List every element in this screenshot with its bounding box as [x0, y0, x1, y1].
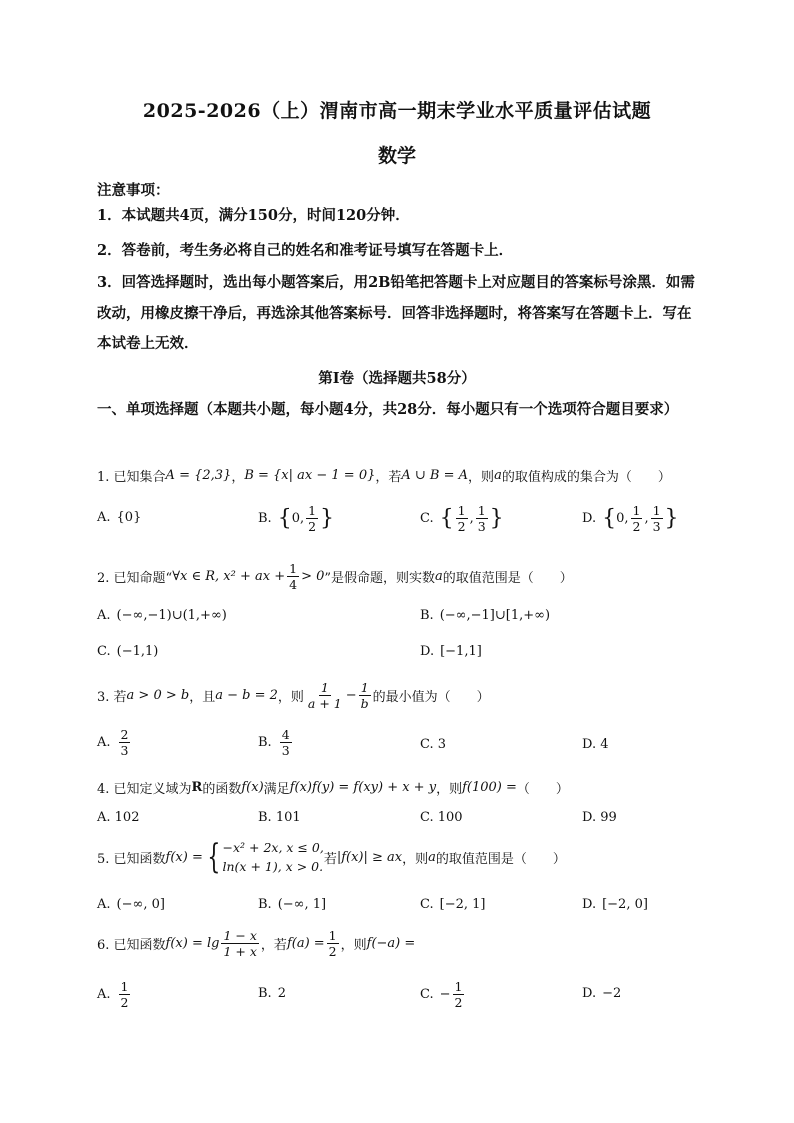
q1-set-a: A = {2,3} [165, 468, 232, 483]
q2-tail: ”是假命题，则实数 [324, 571, 436, 586]
note-2: 2．答卷前，考生务必将自己的姓名和准考证号填写在答题卡上． [97, 242, 514, 259]
q4-function: f(x) [241, 780, 264, 795]
fraction: $\frac{1}{3}$ [652, 503, 661, 534]
fraction: $\frac{1}{a + 1}$ [307, 680, 342, 711]
option-value: 0, [616, 511, 629, 526]
q6-option-b[interactable] [258, 986, 286, 1001]
case-2: ln(x + 1), x > 0. [222, 859, 324, 874]
q5-option-b[interactable] [258, 897, 326, 912]
q1-condition: A ∪ B = A [401, 468, 469, 483]
minus-sign: − [439, 987, 451, 1002]
option-value: [−1,1] [440, 644, 482, 659]
question-2 [97, 561, 573, 592]
q1-option-c[interactable]: C. { $\frac{1}{2}$ , $\frac{1}{3}$ } [420, 503, 504, 534]
q5-option-a[interactable] [97, 897, 165, 912]
q4-tail: （ ） [516, 782, 569, 797]
exam-title: 2025-2026（上）渭南市高一期末学业水平质量评估试题 [142, 100, 652, 122]
q5-option-d[interactable] [582, 897, 648, 912]
section-title: 第Ⅰ卷（选择题共58分） [318, 370, 476, 387]
q4-mid3: ，则 [436, 782, 463, 797]
notes-heading: 注意事项： [97, 182, 170, 199]
q2-option-a[interactable] [97, 608, 227, 623]
option-value: (−∞,−1]∪[1,+∞) [439, 608, 551, 623]
option-value: (−∞, 0] [116, 897, 165, 912]
option-label: A. [97, 897, 111, 912]
q2-option-c[interactable] [97, 644, 158, 659]
q1-mid: ，若 [375, 470, 402, 485]
option-value: 0, [291, 511, 305, 526]
question-3 [97, 680, 490, 711]
right-brace: } [489, 505, 504, 531]
question-5 [97, 838, 566, 876]
q2-stem-start: 2. 已知命题“ [97, 571, 173, 586]
option-value: {0} [116, 510, 142, 525]
q5-option-c[interactable] [420, 897, 485, 912]
case-1: −x² + 2x, x ≤ 0, [222, 840, 324, 855]
fraction: $\frac{1}{3}$ [477, 503, 486, 534]
fraction: $\frac{1}{2}$ [328, 928, 337, 959]
q2-option-d[interactable] [420, 644, 482, 659]
q6-option-d[interactable] [582, 986, 621, 1001]
q6-stem-start: 6. 已知函数 [97, 938, 166, 953]
q4-equation: f(x)f(y) = f(xy) + x + y [289, 780, 437, 795]
fraction: $\frac{1}{b}$ [360, 680, 369, 711]
q1-tail1: ，则 [468, 470, 495, 485]
piecewise-brace: { [207, 837, 221, 877]
option-label: D. [582, 897, 597, 912]
right-brace: } [320, 505, 335, 531]
option-value: [−2, 0] [602, 897, 648, 912]
q6-fa: f(a) = [286, 936, 325, 951]
piecewise-cases [223, 838, 324, 876]
option-label: D. [582, 986, 597, 1001]
q3-option-d[interactable]: D. 4 [582, 737, 609, 752]
left-brace: { [602, 505, 617, 531]
q6-option-c[interactable] [420, 979, 466, 1010]
q1-var: a [494, 468, 502, 483]
q4-reals: R [191, 780, 203, 795]
q3-cond1: a > 0 > b [126, 688, 190, 703]
q5-stem-start: 5. 已知函数 [97, 851, 166, 867]
right-brace: } [664, 505, 679, 531]
q1-option-b[interactable] [258, 503, 334, 534]
q3-cond2: a − b = 2 [215, 688, 278, 703]
q3-stem-start: 3. 若 [97, 690, 127, 705]
option-label: C. [420, 987, 434, 1002]
option-label: D. [582, 511, 597, 526]
fraction: $\frac{2}{3}$ [120, 727, 129, 758]
q3-mid: ，且 [189, 690, 216, 705]
part-one-title: 一、单项选择题（本题共小题，每小题4分，共28分．每小题只有一个选项符合题目要求） [97, 401, 679, 418]
q1-tail2: 的取值构成的集合为（ ） [501, 470, 671, 485]
q6-mid: ，若 [260, 938, 287, 953]
q2-tail2: 的取值范围是（ ） [442, 571, 573, 586]
q1-option-a[interactable] [97, 510, 141, 525]
option-label: A. [97, 735, 111, 750]
q5-mid: 若 [323, 851, 337, 867]
q6-option-a[interactable] [97, 979, 132, 1010]
q1-option-d[interactable]: D. { 0, $\frac{1}{2}$ , $\frac{1}{3}$ } [582, 503, 679, 534]
q6-mid2: ，则 [340, 938, 367, 953]
q6-ask: f(−a) = [366, 936, 416, 951]
option-label: A. [97, 987, 111, 1002]
fraction: $\frac{1}{2}$ [120, 979, 129, 1010]
q3-tail: 的最小值为（ ） [372, 690, 490, 705]
fraction: $\frac{1}{4}$ [289, 561, 298, 592]
option-value: −2 [602, 986, 622, 1001]
q3-mid2: ，则 [277, 690, 304, 705]
option-label: B. [258, 897, 272, 912]
option-label: A. [97, 608, 111, 623]
q4-option-a[interactable]: A. 102 [97, 810, 140, 825]
option-label: B. [258, 986, 272, 1001]
exam-subject: 数学 [377, 145, 416, 167]
question-4 [97, 778, 569, 797]
question-6 [97, 928, 415, 959]
q2-proposition: ∀x ∈ R, x² + ax + [172, 569, 286, 584]
option-label: B. [258, 511, 272, 526]
fraction: $\frac{4}{3}$ [281, 727, 290, 758]
option-label: C. [420, 897, 434, 912]
option-label: C. [97, 644, 111, 659]
q5-var: a [428, 849, 436, 865]
q2-gt: > 0 [301, 569, 325, 584]
q1-stem-start: 1. 已知集合 [97, 470, 166, 485]
option-label: C. [420, 511, 434, 526]
fraction: $\frac{1}{2}$ [454, 979, 463, 1010]
minus-sign: − [345, 688, 357, 703]
q5-tail: 的取值范围是（ ） [435, 851, 566, 867]
option-value: (−∞,−1)∪(1,+∞) [116, 608, 227, 623]
fraction: $\frac{1 - x}{1 + x}$ [223, 928, 257, 959]
q4-option-b[interactable]: B. 101 [258, 810, 301, 825]
option-label: D. [420, 644, 435, 659]
question-1 [97, 466, 671, 485]
fraction: $\frac{1}{2}$ [308, 503, 317, 534]
q2-var: a [435, 569, 443, 584]
q6-function: f(x) = lg [165, 936, 220, 951]
q5-function: f(x) = [165, 849, 203, 865]
q4-ask: f(100) = [462, 780, 517, 795]
option-label: A. [97, 510, 111, 525]
q4-mid: 的函数 [202, 782, 242, 797]
q4-option-c[interactable]: C. 100 [420, 810, 463, 825]
option-label: B. [420, 608, 434, 623]
fraction: $\frac{1}{2}$ [457, 503, 466, 534]
option-label: B. [258, 735, 272, 750]
note-3: 3．回答选择题时，选出每小题答案后，用2B铅笔把答题卡上对应题目的答案标号涂黑．如需改动，用橡皮擦干净后，再选涂其他答案标号．回答非选择题时，将答案写在答题卡上．写在本试卷上无效． [97, 274, 695, 352]
q4-stem-start: 4. 已知定义域为 [97, 782, 192, 797]
q5-inequality: |f(x)| ≥ ax [336, 849, 403, 865]
q4-mid2: 满足 [263, 782, 290, 797]
q3-option-a[interactable] [97, 727, 132, 758]
q5-mid2: ，则 [402, 851, 429, 867]
q1-comma: ， [231, 470, 245, 485]
left-brace: { [277, 505, 292, 531]
option-value: [−2, 1] [439, 897, 486, 912]
option-value: (−1,1) [116, 644, 159, 659]
note-1: 1．本试题共4页，满分150分，时间120分钟． [97, 207, 410, 224]
option-value: (−∞, 1] [277, 897, 327, 912]
left-brace: { [439, 505, 454, 531]
q1-set-b: B = {x| ax − 1 = 0} [244, 468, 376, 483]
fraction: $\frac{1}{2}$ [632, 503, 641, 534]
q4-option-d[interactable]: D. 99 [582, 810, 617, 825]
option-value: 2 [277, 986, 286, 1001]
q2-option-b[interactable] [420, 608, 550, 623]
q3-option-b[interactable] [258, 727, 294, 758]
q3-option-c[interactable]: C. 3 [420, 737, 447, 752]
